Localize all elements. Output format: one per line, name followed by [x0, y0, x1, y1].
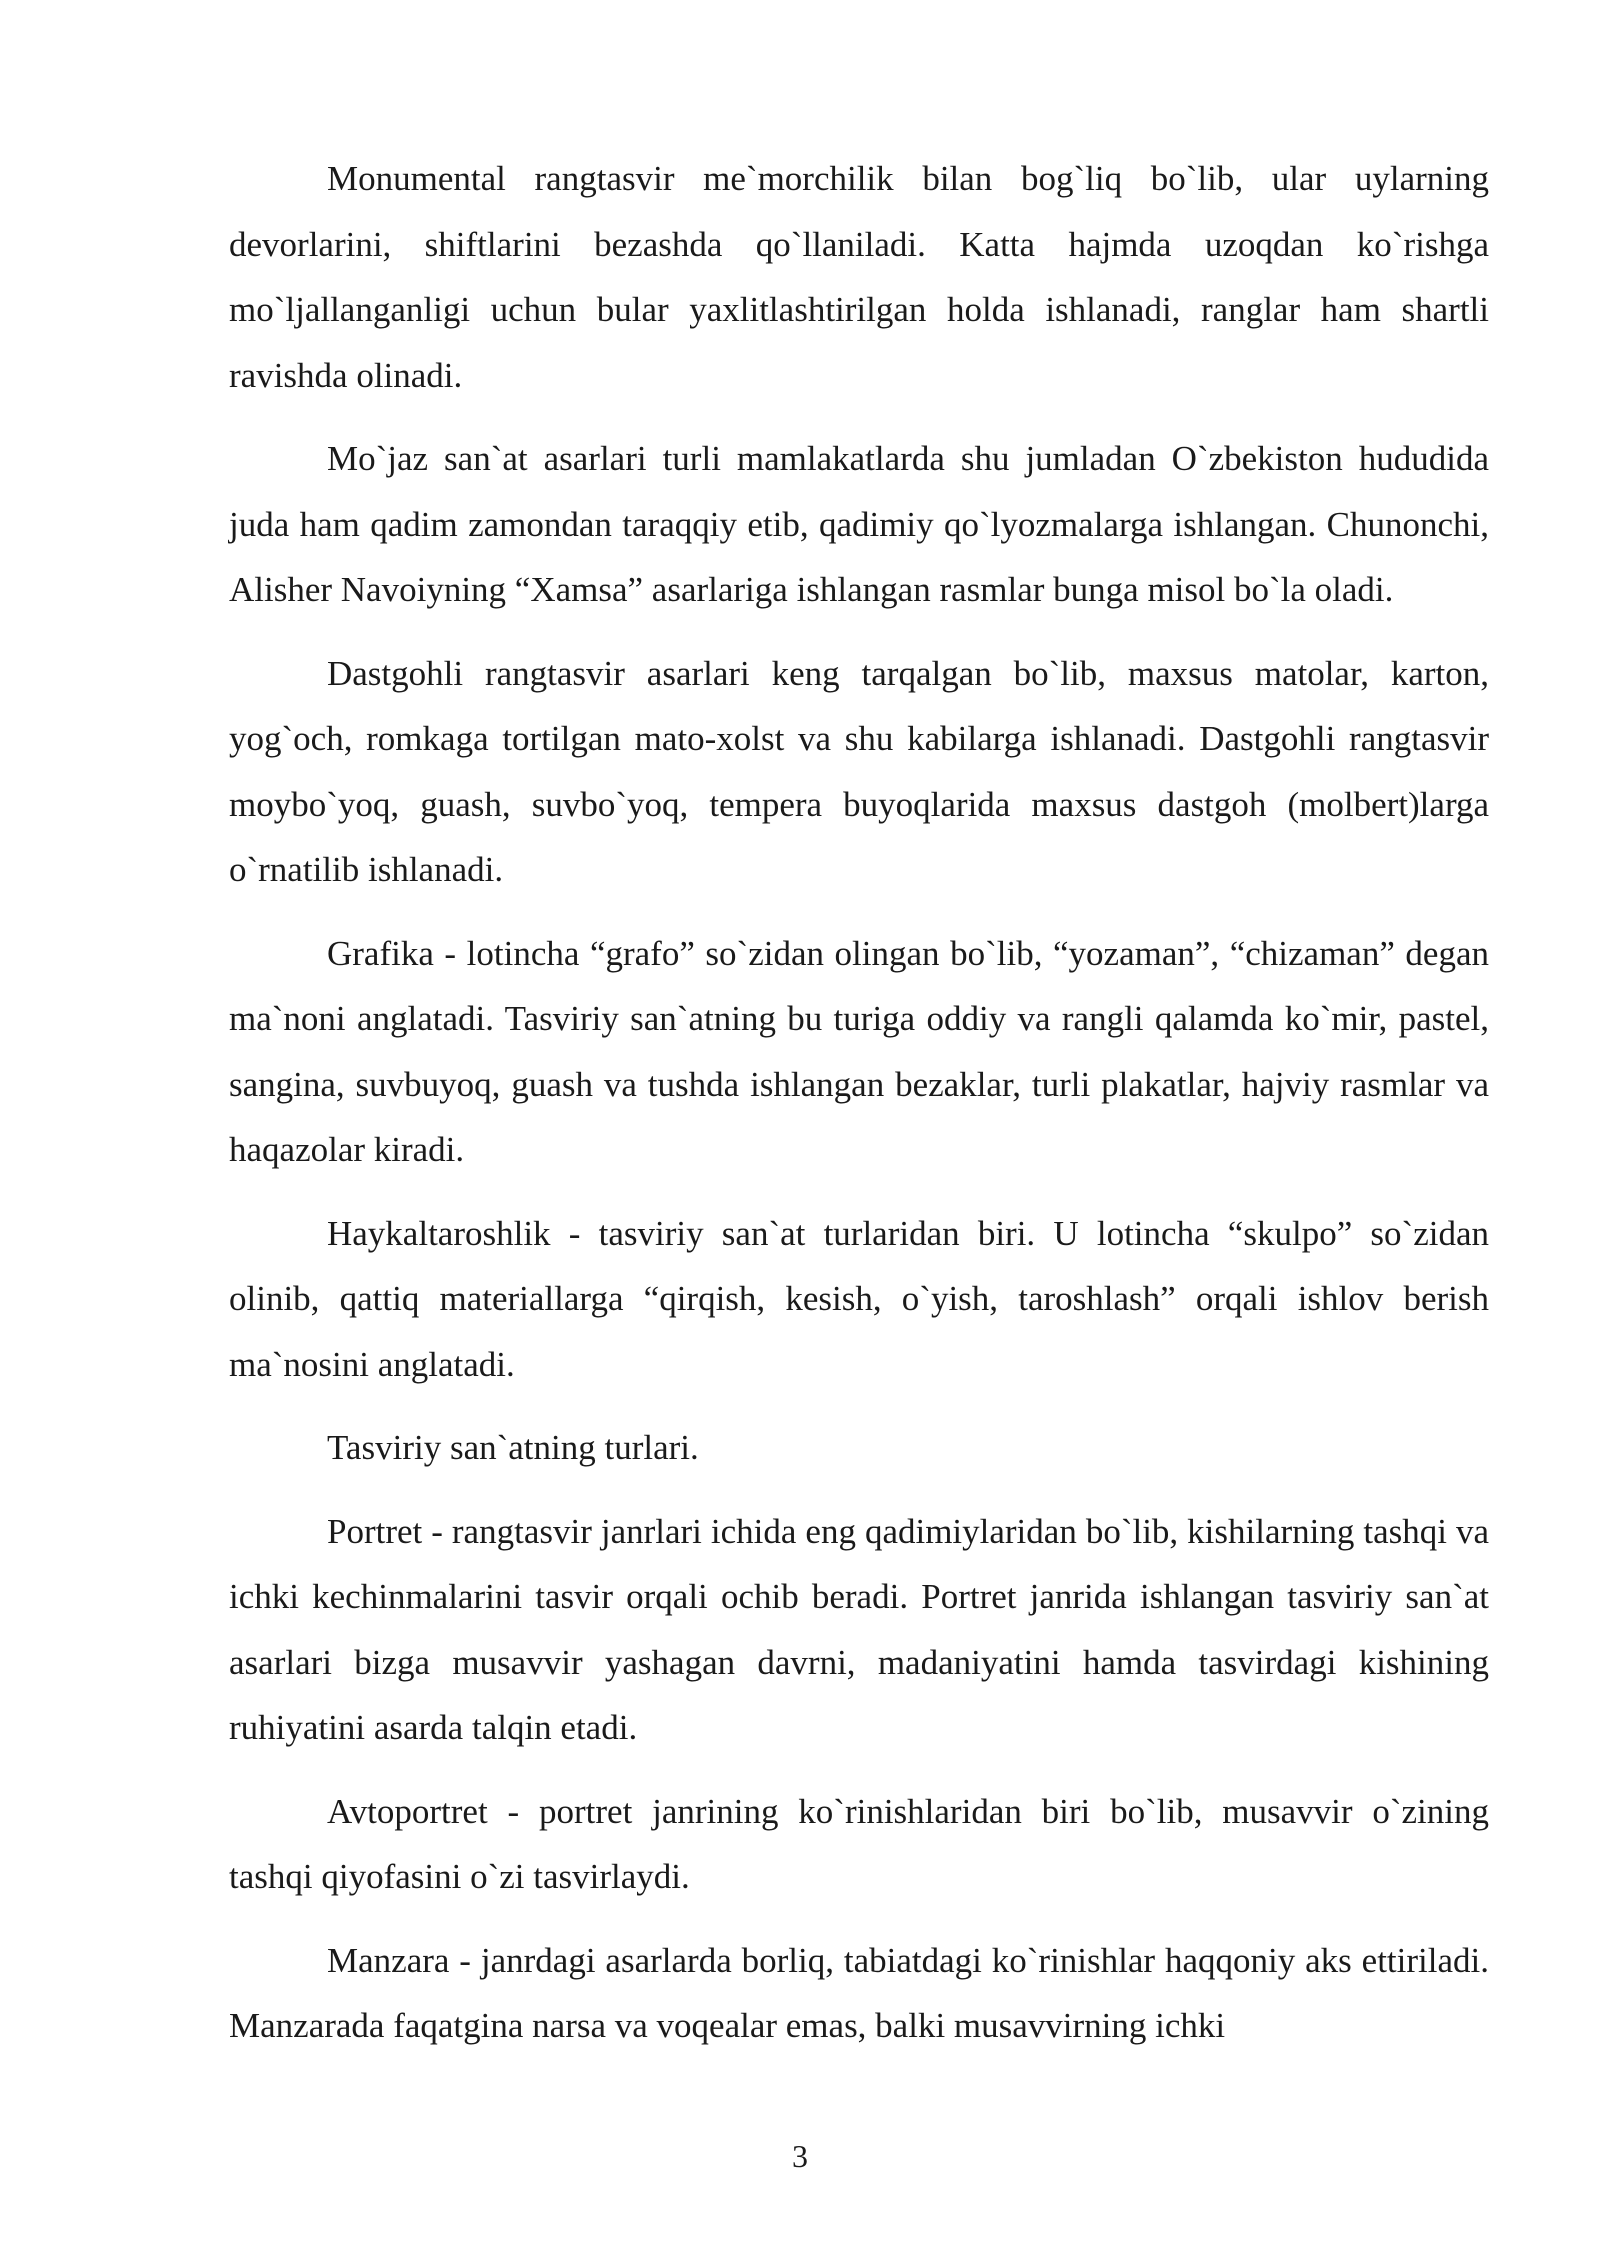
- paragraph-landscape: Manzara - janrdagi asarlarda borliq, tabiatdagi ko`rinishlar haqqoniy aks ettiriladi. Manzarada faqatgina narsa va voqealar emas, balki musavvirning ichki: [229, 1940, 1489, 2045]
- paragraph-easel-painting: Dastgohli rangtasvir asarlari keng tarqalgan bo`lib, maxsus matolar, karton, yog`och, romkaga tortilgan mato-xolst va shu kabilarga ishlanadi. Dastgohli rangtasvir moybo`yoq, guash, suvbo`yoq, tempera buyoqlarida maxsus dastgoh (molbert)larga o`rnatilib ishlanadi.: [229, 653, 1489, 889]
- page-number: 3: [792, 2138, 808, 2174]
- paragraph-portrait: Portret - rangtasvir janrlari ichida eng qadimiylaridan bo`lib, kishilarning tashqi va ichki kechinmalarini tasvir orqali ochib beradi. Portret janrida ishlangan tasviriy san`at asarlari bizga musavvir yashagan davrni, madaniyatini hamda tasvirdagi kishining ruhiyatini asarda talqin etadi.: [229, 1511, 1489, 1747]
- section-heading-art-types: Tasviriy san`atning turlari.: [327, 1428, 699, 1467]
- paragraph-miniature-art: Mo`jaz san`at asarlari turli mamlakatlarda shu jumladan O`zbekiston hududida juda ham qadim zamondan taraqqiy etib, qadimiy qo`lyozmalarga ishlangan. Chunonchi, Alisher Navoiyning “Xamsa” asarlariga ishlangan rasmlar bunga misol bo`la oladi.: [229, 439, 1489, 609]
- paragraph-self-portrait: Avtoportret - portret janrining ko`rinishlaridan biri bo`lib, musavvir o`zining tashqi qiyofasini o`zi tasvirlaydi.: [229, 1791, 1489, 1896]
- paragraph-monumental-painting: Monumental rangtasvir me`morchilik bilan bog`liq bo`lib, ular uylarning devorlarini, shiftlarini bezashda qo`llaniladi. Katta hajmda uzoqdan ko`rishga mo`ljallanganligi uchun bular yaxlitlashtirilgan holda ishlanadi, ranglar ham shartli ravishda olinadi.: [229, 159, 1489, 395]
- page-body: [229, 146, 1489, 2077]
- paragraph-sculpture: Haykaltaroshlik - tasviriy san`at turlaridan biri. U lotincha “skulpo” so`zidan olinib, qattiq materiallarga “qirqish, kesish, o`yish, taroshlash” orqali ishlov berish ma`nosini anglatadi.: [229, 1213, 1489, 1384]
- paragraph-graphics: Grafika - lotincha “grafo” so`zidan olingan bo`lib, “yozaman”, “chizaman” degan ma`noni anglatadi. Tasviriy san`atning bu turiga oddiy va rangli qalamda ko`mir, pastel, sangina, suvbuyoq, guash va tushda ishlangan bezaklar, turli plakatlar, hajviy rasmlar va haqazolar kiradi.: [229, 933, 1489, 1169]
